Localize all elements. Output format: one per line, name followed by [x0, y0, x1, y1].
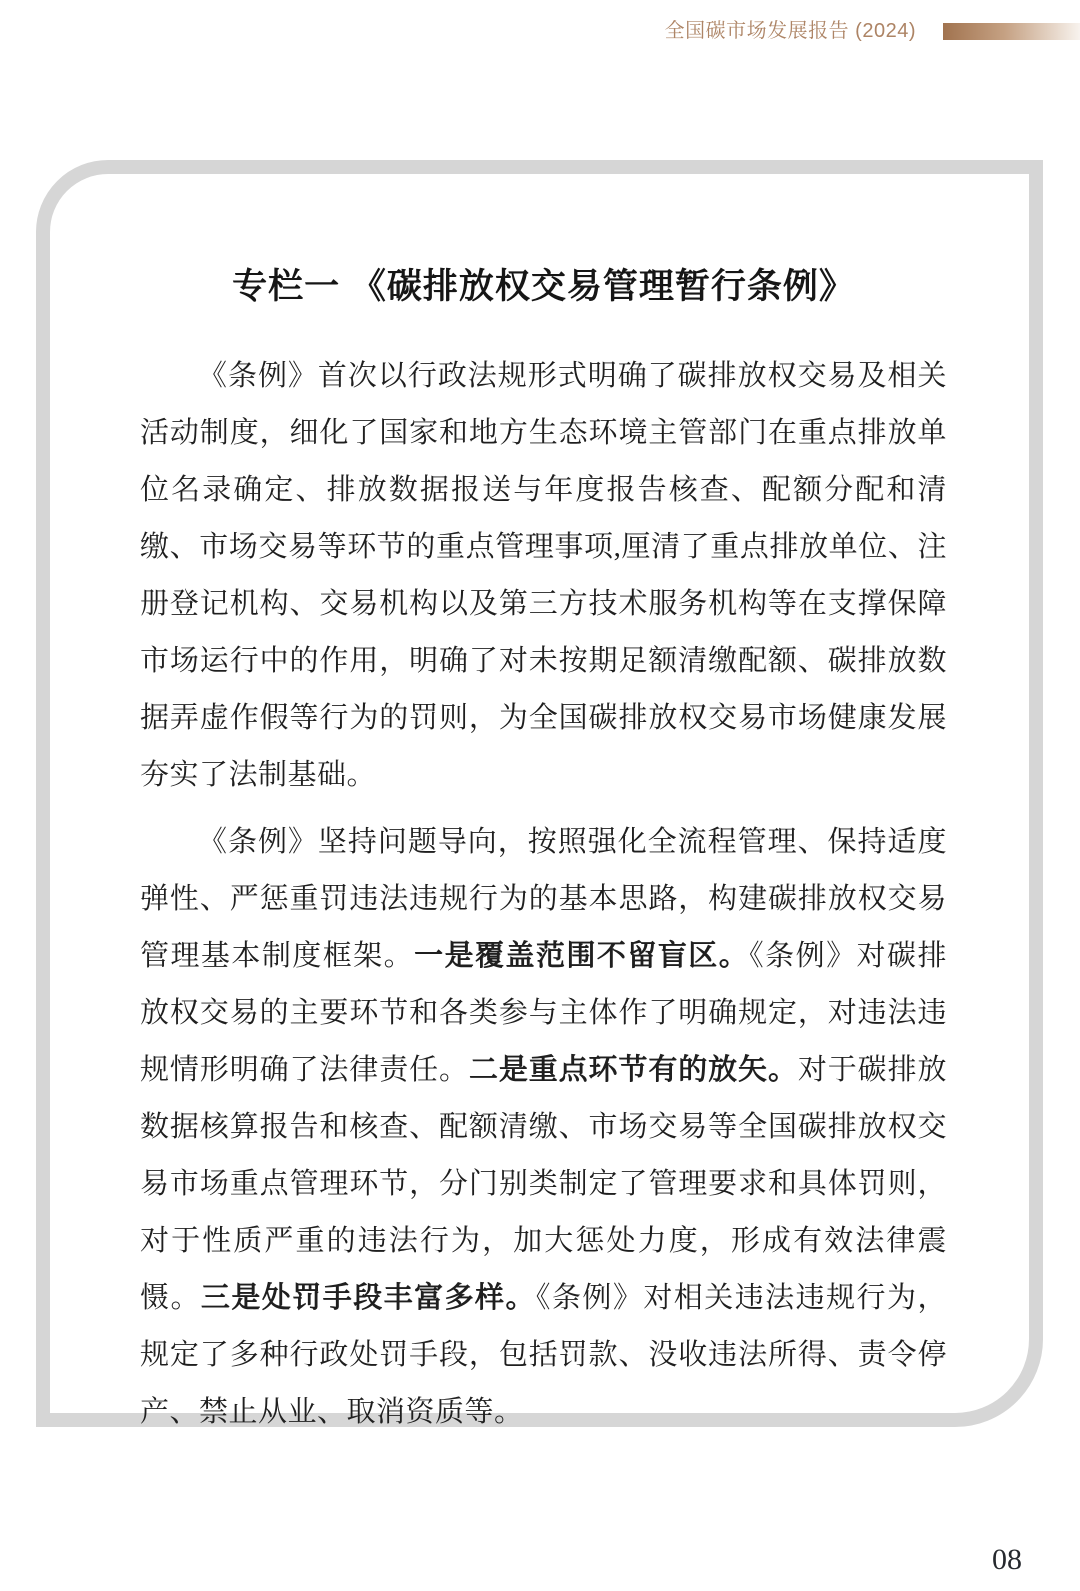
bold-text-run: 三是处罚手段丰富多样。	[200, 1282, 536, 1314]
bold-text-run: 二是重点环节有的放矢。	[468, 1054, 798, 1086]
page-header	[665, 18, 1080, 44]
column-box	[36, 160, 1043, 1427]
text-run: 《条例》坚持问题导向，按照强化全流程管理、保持适度弹性、严惩重罚违法违规行为的基本思路，构建碳排放权交易管理基本制度框架。	[140, 826, 947, 972]
paragraph-list	[140, 348, 947, 1441]
text-run: 《条例》首次以行政法规形式明确了碳排放权交易及相关活动制度，细化了国家和地方生态环境主管部门在重点排放单位名录确定、排放数据报送与年度报告核查、配额分配和清缴、市场交易等环节的重点管理事项,厘清了重点排放单位、注册登记机构、交易机构以及第三方技术服务机构等在支撑保障市场运行中的作用，明确了对未按期足额清缴配额、碳排放数据弄虚作假等行为的罚则，为全国碳排放权交易市场健康发展夯实了法制基础。	[140, 360, 947, 791]
box-title: 专栏一 《碳排放权交易管理暂行条例》	[232, 267, 855, 306]
text-run: 《条例》对相关违法违规行为，规定了多种行政处罚手段，包括罚款、没收违法所得、责令停产、禁止从业、取消资质等。	[140, 1282, 947, 1428]
paragraph	[140, 348, 947, 804]
bold-text-run: 一是覆盖范围不留盲区。	[414, 940, 750, 972]
text-run: 《条例》对碳排放权交易的主要环节和各类参与主体作了明确规定，对违法违规情形明确了法律责任。	[140, 940, 947, 1086]
page-number: 08	[992, 1543, 1022, 1576]
paragraph	[140, 814, 947, 1441]
text-run: 对于碳排放数据核算报告和核查、配额清缴、市场交易等全国碳排放权交易市场重点管理环节，分门别类制定了管理要求和具体罚则，对于性质严重的违法行为，加大惩处力度，形成有效法律震慑。	[140, 1054, 947, 1314]
header-gradient-bar	[943, 23, 1080, 40]
page-footer	[992, 1545, 1022, 1575]
report-title: 全国碳市场发展报告 (2024)	[664, 20, 916, 42]
